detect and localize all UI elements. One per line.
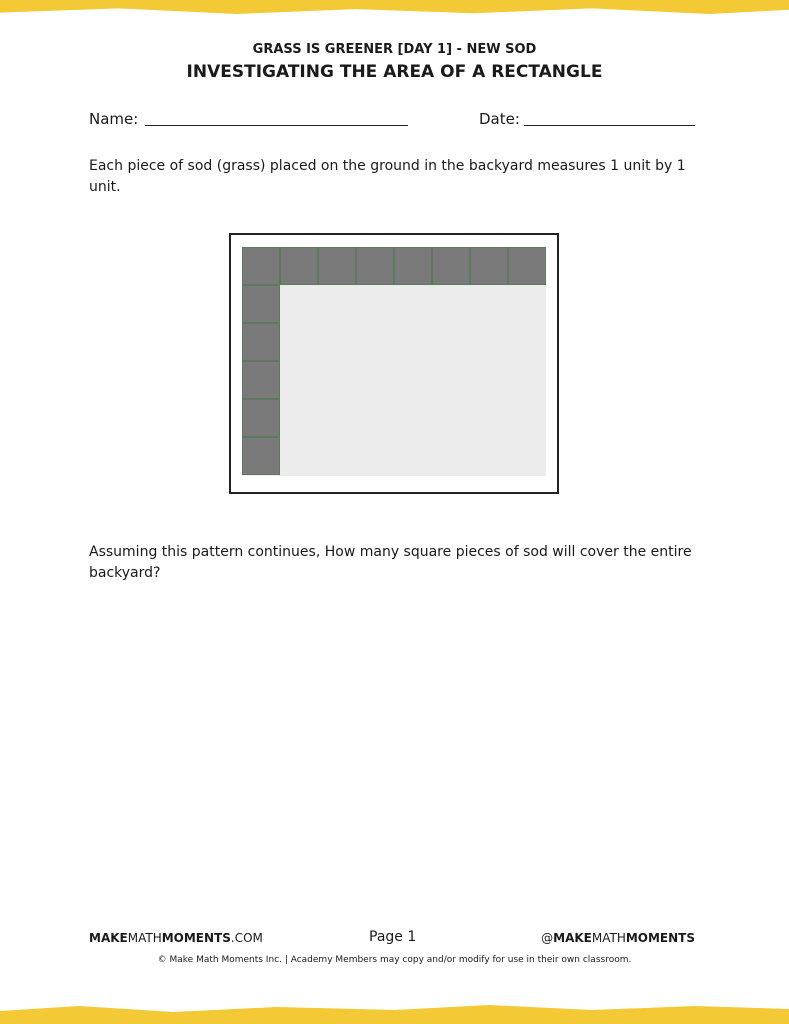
- footer-handle: [541, 931, 695, 945]
- footer-handle-part: MATH: [591, 931, 626, 945]
- sod-tile: [242, 247, 280, 285]
- footer-site-part: MAKE: [89, 931, 128, 945]
- sod-tile: [432, 247, 470, 285]
- footer-site-part: .COM: [230, 931, 263, 945]
- sod-tile: [242, 399, 280, 437]
- sod-tile: [280, 247, 318, 285]
- footer-handle-part: @: [541, 931, 554, 945]
- backyard-area: [242, 247, 546, 476]
- date-field[interactable]: [524, 125, 695, 126]
- bottom-decorative-band: [0, 1004, 789, 1024]
- footer-handle-part: MAKE: [553, 931, 592, 945]
- page-number: Page 1: [369, 929, 417, 945]
- intro-text: Each piece of sod (grass) placed on the ground in the backyard measures 1 unit by 1 unit.: [89, 158, 686, 195]
- sod-tile: [242, 323, 280, 361]
- footer-handle-part: MOMENTS: [625, 931, 695, 945]
- sod-tile: [242, 285, 280, 323]
- sod-tile: [394, 247, 432, 285]
- backyard-figure: [229, 233, 559, 494]
- question-text: Assuming this pattern continues, How many square pieces of sod will cover the entire backyard?: [89, 544, 692, 581]
- copyright-text: © Make Math Moments Inc. | Academy Members may copy and/or modify for use in their own classroom.: [157, 955, 632, 965]
- name-field[interactable]: [145, 125, 408, 126]
- worksheet-title: INVESTIGATING THE AREA OF A RECTANGLE: [186, 62, 603, 82]
- worksheet-subtitle: GRASS IS GREENER [DAY 1] - NEW SOD: [252, 42, 537, 57]
- date-label: Date:: [479, 110, 520, 128]
- name-label: Name:: [89, 110, 139, 128]
- sod-tile: [470, 247, 508, 285]
- sod-tile: [356, 247, 394, 285]
- footer-site-part: MATH: [127, 931, 162, 945]
- footer-site-part: MOMENTS: [161, 931, 231, 945]
- sod-tile: [242, 437, 280, 475]
- footer-website: [89, 931, 263, 945]
- sod-tile: [242, 361, 280, 399]
- sod-tile: [508, 247, 546, 285]
- sod-tile: [318, 247, 356, 285]
- top-decorative-band: [0, 0, 789, 14]
